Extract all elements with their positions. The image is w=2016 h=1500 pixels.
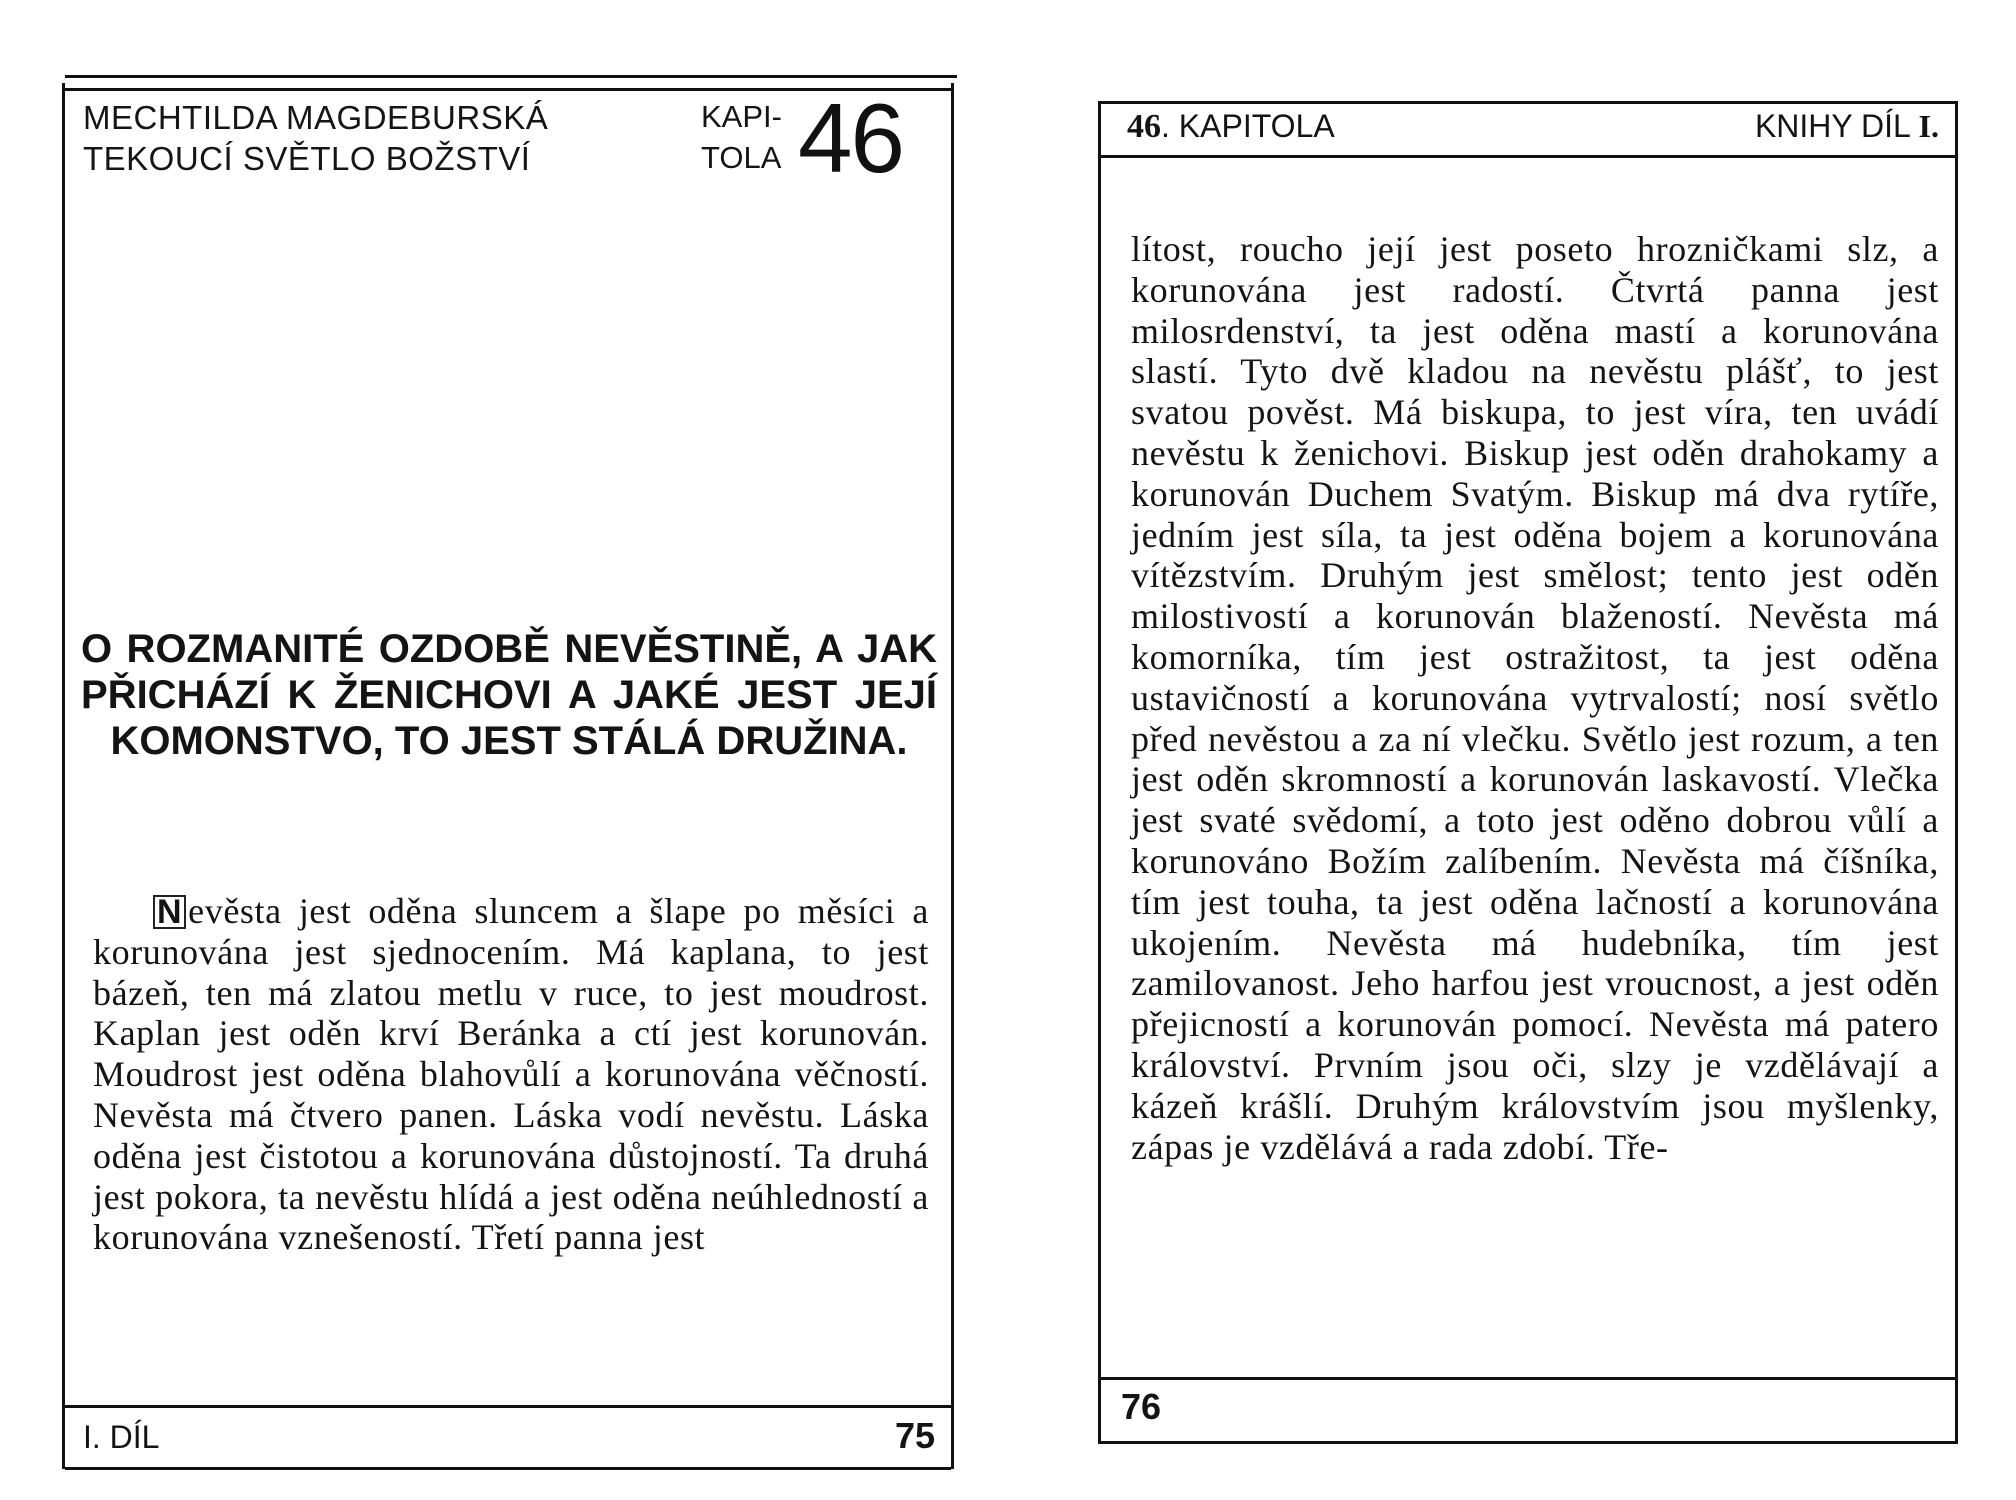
drop-cap: N [153,895,186,929]
header-rule [65,75,957,78]
running-head-part-number: I. [1918,108,1939,144]
running-head-author: MECHTILDA MAGDEBURSKÁ [83,99,549,136]
running-head-chapter-number: 46 [1127,108,1161,145]
chapter-title: O ROZMANITÉ OZDOBĚ NEVĚSTINĚ, A JAK PŘICHÁZÍ K ŽENICHOVI A JAKÉ JEST JEJÍ KOMONSTVO, TO JEST STÁLÁ DRUŽINA. [81,627,937,763]
header-rule [1101,155,1955,158]
footer-part-label: I. DÍL [83,1419,160,1455]
running-head-part [1755,108,1939,145]
header-rule [1101,101,1955,104]
body-text-left [93,891,929,1258]
running-head-book-title: TEKOUCÍ SVĚTLO BOŽSTVÍ [83,140,531,177]
footer-rule [1101,1377,1955,1380]
footer-rule [1101,1441,1955,1444]
body-text-right: lítost, roucho její jest poseto hrozničkami slz, a korunována jest radostí. Čtvrtá panna jest milosrdenství, ta jest oděna mastí a korunována slastí. Tyto dvě kladou na nevěstu plášť, to jest svatou pověst. Má biskupa, to jest víra, ten uvádí nevěstu k ženichovi. Biskup jest oděn drahokamy a korunován Duchem Svatým. Biskup má dva rytíře, jedním jest síla, ta jest oděna bojem a korunována vítězstvím. Druhým jest smělost; tento jest oděn milostivostí a korunován blažeností. Nevěsta má komorníka, tím jest ostražitost, ta jest oděna ustavičností a korunována vytrvalostí; nosí světlo před nevěstou a za ní vlečku. Světlo jest rozum, a ten jest oděn skromností a korunován laskavostí. Vlečka jest svaté svědomí, a toto jest oděno dobrou vůlí a korunováno Božím zalíbením. Nevěsta má číšníka, tím jest touha, ta jest oděna lačností a korunována ukojením. Nevěsta má hudebníka, tím jest zamilovanost. Jeho harfou jest vroucnost, a jest oděn přejicností a korunován pomocí. Nevěsta má patero království. Prvním jsou oči, slzy je vzdělávají a kázeň krášlí. Druhým královstvím jsou myšlenky, zápas je vzdělává a rada zdobí. Tře- [1131,229,1939,1167]
footer-rule [65,1467,951,1470]
running-head-chapter-word: . KAPITOLA [1161,108,1335,144]
running-head-chapter [1127,108,1335,146]
chapter-number: 46 [798,83,904,193]
page-number-left: 75 [894,1415,935,1456]
page-number-right: 76 [1121,1386,1162,1427]
running-head-kapitola-part1: KAPI- [701,99,782,134]
running-head-part-label: KNIHY DÍL [1754,108,1910,144]
right-page [1098,101,1958,1444]
body-text-left-content: evěsta jest oděna sluncem a šlape po měsíci a korunována jest sjednocením. Má kaplana, to jest bázeň, ten má zlatou metlu v ruce, to jest moudrost. Kaplan jest oděn krví Beránka a ctí jest korunován. Moudrost jest oděna blahovůlí a korunována věčností. Nevěsta má čtvero panen. Láska vodí nevěstu. Láska oděna jest čistotou a korunována důstojností. Ta druhá jest pokora, ta nevěstu hlídá a jest oděna neúhledností a korunována vznešeností. Třetí panna jest [93,891,929,1258]
running-head-kapitola-part2: TOLA [701,140,782,175]
left-page [62,83,954,1469]
footer-rule [65,1405,951,1408]
